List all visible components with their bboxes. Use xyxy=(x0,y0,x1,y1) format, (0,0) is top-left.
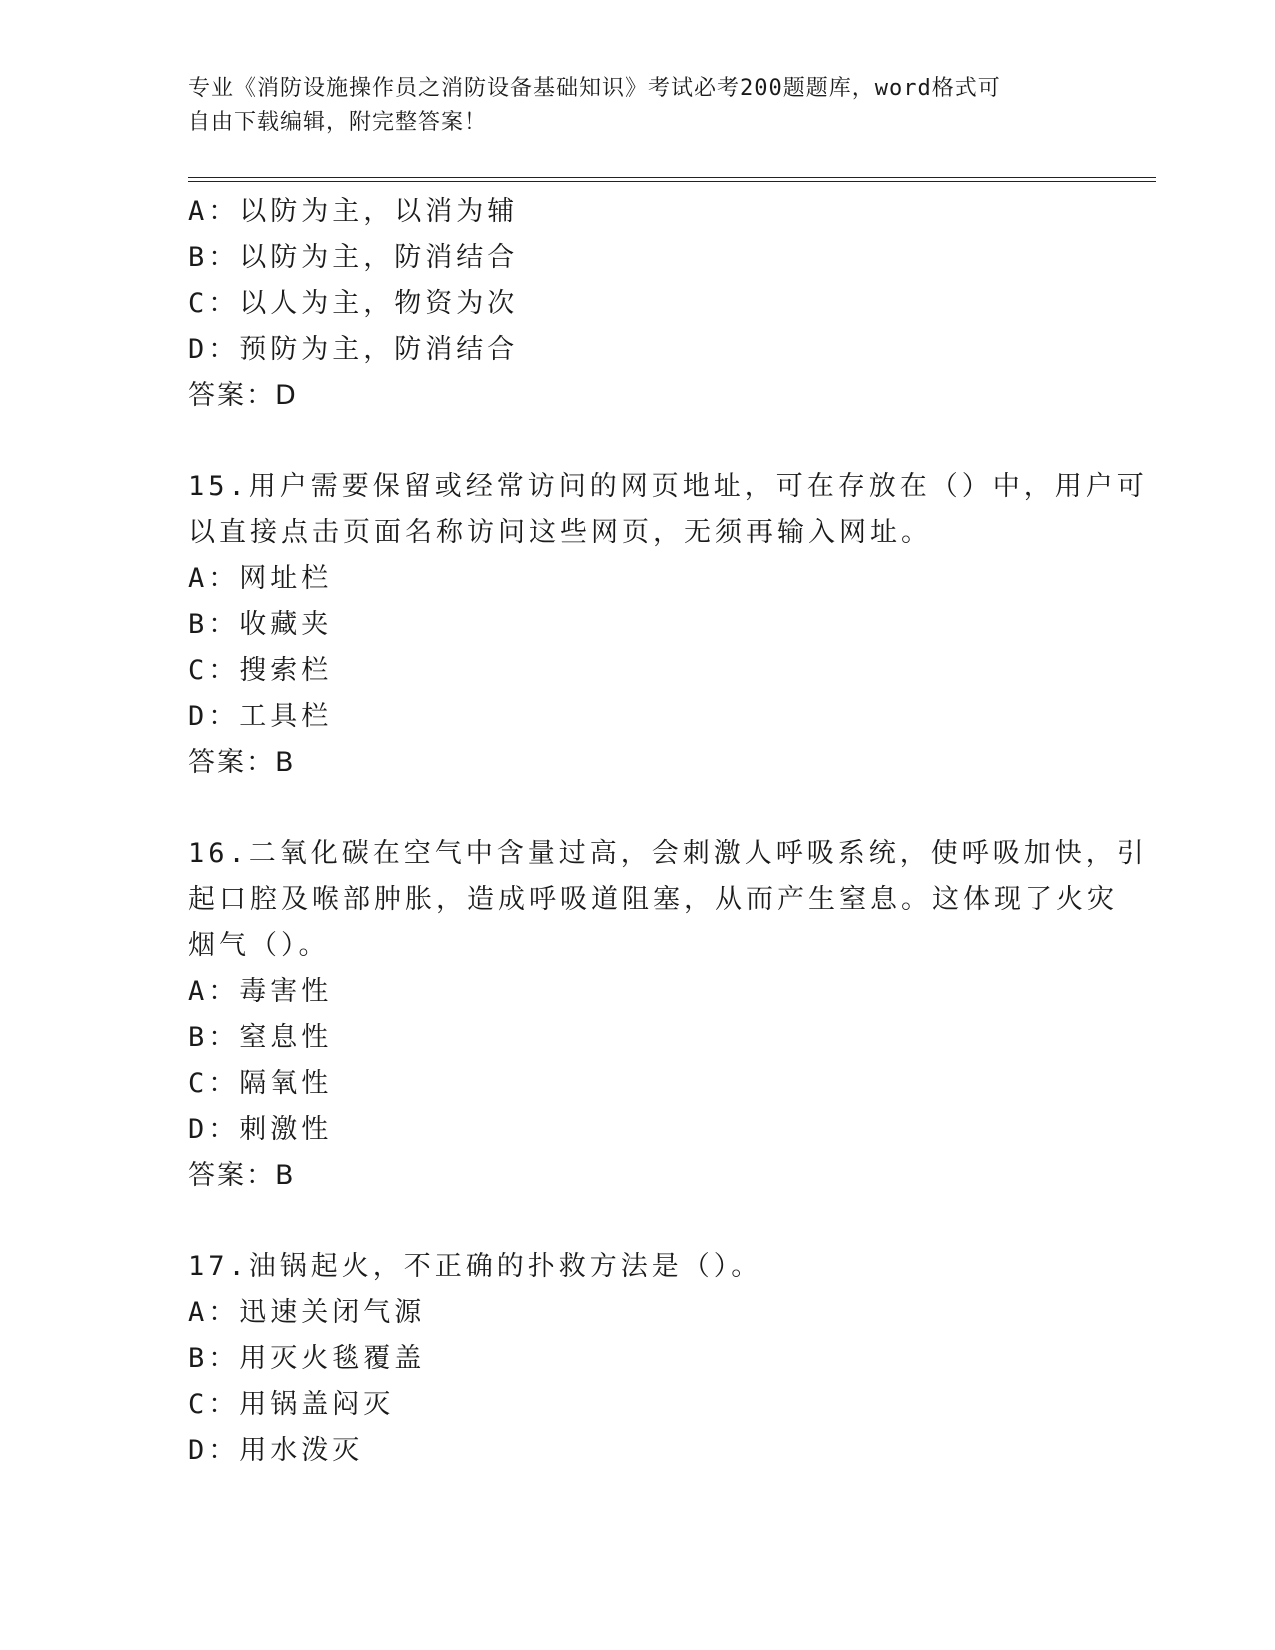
option-c: C：隔氧性 xyxy=(188,1068,333,1099)
header-divider-bottom xyxy=(188,181,1156,182)
option-d: D：预防为主，防消结合 xyxy=(188,334,519,365)
question-list xyxy=(188,189,1148,1474)
answer-line: 答案：B xyxy=(188,1160,296,1191)
option-d: D：用水泼灭 xyxy=(188,1435,364,1466)
option-b: B：窒息性 xyxy=(188,1022,333,1053)
question-stem-line: 起口腔及喉部肿胀，造成呼吸道阻塞，从而产生窒息。这体现了火灾 xyxy=(188,884,1118,915)
option-a: A：网址栏 xyxy=(188,563,333,594)
question-16 xyxy=(188,831,1148,1199)
question-stem-line: 17.油锅起火，不正确的扑救方法是（）。 xyxy=(188,1251,763,1282)
question-14 xyxy=(188,189,1088,419)
question-17 xyxy=(188,1244,1088,1474)
option-d: D：刺激性 xyxy=(188,1114,333,1145)
header-line-1: 专业《消防设施操作员之消防设备基础知识》考试必考200题题库，word格式可 xyxy=(188,76,1001,101)
option-c: C：搜索栏 xyxy=(188,655,333,686)
option-d: D：工具栏 xyxy=(188,701,333,732)
question-stem-line: 15.用户需要保留或经常访问的网页地址，可在存放在（）中，用户可 xyxy=(188,471,1148,502)
option-a: A：以防为主，以消为辅 xyxy=(188,196,519,227)
question-15 xyxy=(188,464,1148,786)
option-a: A：毒害性 xyxy=(188,976,333,1007)
question-stem-line: 以直接点击页面名称访问这些网页，无须再输入网址。 xyxy=(188,517,932,548)
option-b: B：以防为主，防消结合 xyxy=(188,242,519,273)
option-b: B：收藏夹 xyxy=(188,609,333,640)
answer-line: 答案：B xyxy=(188,747,296,778)
question-stem-line: 16.二氧化碳在空气中含量过高，会刺激人呼吸系统，使呼吸加快，引 xyxy=(188,838,1148,869)
option-c: C：用锅盖闷灭 xyxy=(188,1389,395,1420)
document-header xyxy=(188,72,1088,140)
question-stem-line: 烟气（）。 xyxy=(188,930,330,961)
option-b: B：用灭火毯覆盖 xyxy=(188,1343,426,1374)
header-divider-top xyxy=(188,177,1156,178)
option-a: A：迅速关闭气源 xyxy=(188,1297,426,1328)
header-line-2: 自由下载编辑，附完整答案！ xyxy=(188,110,488,135)
answer-line: 答案：D xyxy=(188,380,298,411)
option-c: C：以人为主，物资为次 xyxy=(188,288,519,319)
